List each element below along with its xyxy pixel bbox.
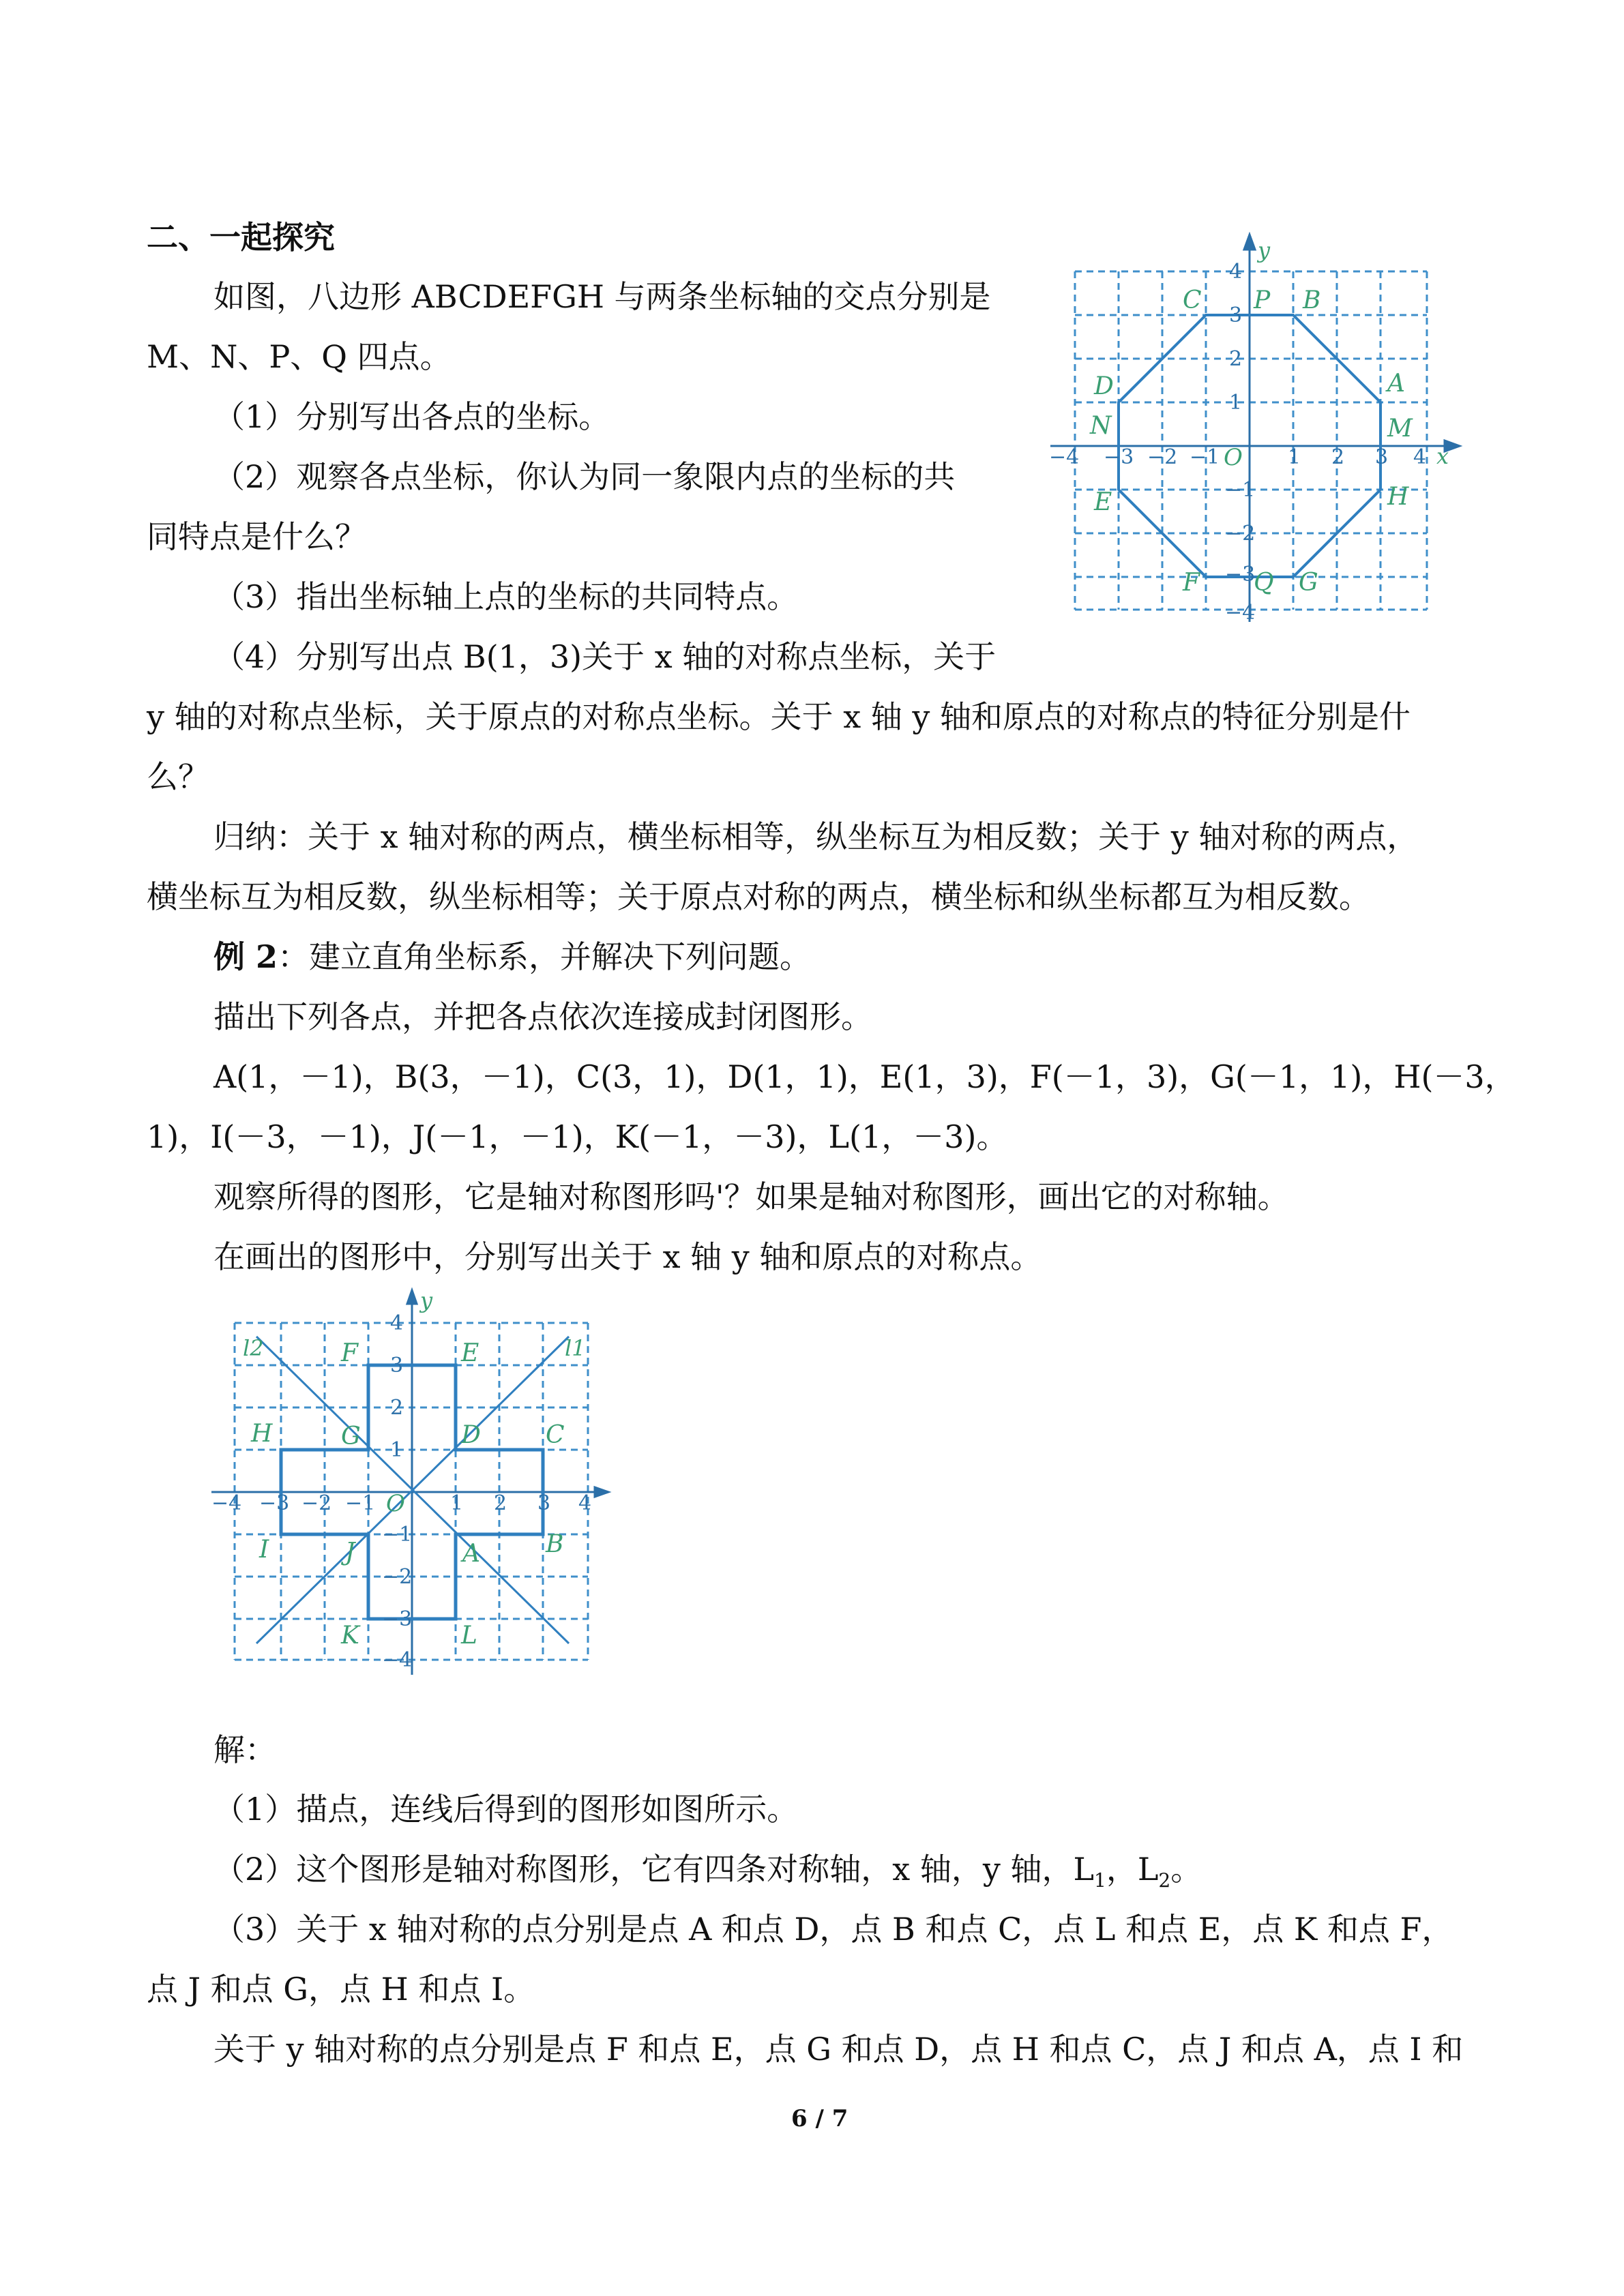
solution-2-text: （2）这个图形是轴对称图形，它有四条对称轴，x 轴，y 轴，L	[213, 1851, 1094, 1888]
octagon-point-labels	[1089, 286, 1413, 597]
label-l1: l1	[565, 1335, 586, 1361]
solution-3a: （3）关于 x 轴对称的点分别是点 A 和点 D，点 B 和点 C，点 L 和点 E，点 K 和点 F，	[213, 1911, 1453, 1948]
tick-y-neg2: −2	[1225, 522, 1256, 546]
label-M: M	[1387, 415, 1413, 443]
solution-2-end: 。	[1170, 1851, 1202, 1888]
tick2-x-neg4: −4	[211, 1491, 242, 1515]
example2-title	[213, 938, 812, 975]
tick-x-neg2: −2	[1147, 445, 1178, 469]
tick2-y-1: 1	[390, 1438, 404, 1462]
label-A: A	[1387, 370, 1405, 398]
tick2-y-2: 2	[390, 1396, 404, 1420]
label2-E: E	[461, 1339, 479, 1367]
tick-y-1: 1	[1229, 391, 1243, 415]
solution-2-sub1: 1	[1094, 1869, 1106, 1892]
label-H: H	[1387, 483, 1409, 511]
label2-F: F	[341, 1339, 358, 1367]
example2-points-line1: A(1，－1)，B(3，－1)，C(3，1)，D(1，1)，E(1，3)，F(－1，3)，G(－1，1)，H(－3，	[213, 1058, 1516, 1095]
tick-y-neg1: −1	[1225, 478, 1256, 502]
tick-x-4: 4	[1413, 445, 1427, 469]
solution-1: （1）描点，连线后得到的图形如图所示。	[213, 1791, 799, 1828]
y-axis-label: y	[1258, 237, 1271, 263]
label2-K: K	[341, 1622, 359, 1650]
label-l2: l2	[243, 1335, 264, 1361]
label-C: C	[1183, 286, 1202, 314]
cross-figure	[205, 1282, 614, 1691]
label-N: N	[1090, 412, 1112, 440]
tick-x-neg4: −4	[1049, 445, 1080, 469]
example2-label: 例 2	[213, 938, 278, 975]
tick2-x-2: 2	[494, 1491, 507, 1515]
tick-x-neg3: −3	[1104, 445, 1134, 469]
example2-points-line2: 1)，I(－3，－1)，J(－1，－1)，K(－1，－3)，L(1，－3)。	[147, 1118, 1008, 1155]
example2-title-text: ：建立直角坐标系，并解决下列问题。	[278, 938, 812, 975]
tick-x-1: 1	[1288, 445, 1301, 469]
solution-3b: 点 J 和点 G，点 H 和点 I。	[147, 1971, 535, 2008]
x-axis-label: x	[1436, 443, 1449, 469]
solution-4: 关于 y 轴对称的点分别是点 F 和点 E，点 G 和点 D，点 H 和点 C，点 J 和点 A，点 I 和	[213, 2031, 1464, 2068]
label2-G: G	[341, 1422, 361, 1450]
label2-I: I	[259, 1536, 269, 1564]
example2-observe: 观察所得的图形，它是轴对称图形吗'？如果是轴对称图形，画出它的对称轴。	[213, 1178, 1289, 1215]
label2-A: A	[462, 1540, 480, 1568]
label-B: B	[1303, 286, 1321, 314]
label2-C: C	[546, 1421, 565, 1449]
label2-L: L	[461, 1622, 477, 1650]
tick-y-neg3: −3	[1225, 563, 1256, 586]
tick-y-4: 4	[1229, 260, 1243, 284]
question-1: （1）分别写出各点的坐标。	[213, 398, 610, 435]
octagon-grid	[1075, 271, 1427, 610]
octagon-figure	[1044, 232, 1466, 627]
question-2b: 同特点是什么？	[147, 518, 366, 555]
question-2a: （2）观察各点坐标，你认为同一象限内点的坐标的共	[213, 458, 956, 495]
y-axis-2-label: y	[420, 1287, 433, 1313]
tick-x-neg1: −1	[1190, 445, 1220, 469]
question-3: （3）指出坐标轴上点的坐标的共同特点。	[213, 578, 799, 615]
intro-line1: 如图，八边形 ABCDEFGH 与两条坐标轴的交点分别是	[213, 278, 991, 315]
example2-write: 在画出的图形中，分别写出关于 x 轴 y 轴和原点的对称点。	[213, 1238, 1042, 1275]
y-axis-arrow	[1244, 235, 1255, 250]
tick2-y-3: 3	[390, 1354, 404, 1377]
origin-label: O	[1224, 444, 1243, 471]
question-4a: （4）分别写出点 B(1，3)关于 x 轴的对称点坐标，关于	[213, 638, 996, 675]
label2-D: D	[461, 1421, 481, 1449]
tick2-x-4: 4	[578, 1491, 592, 1515]
section-title: 二、一起探究	[147, 219, 335, 256]
solution-2-mid: ，L	[1106, 1851, 1159, 1888]
tick-x-2: 2	[1331, 445, 1345, 469]
tick2-y-4: 4	[390, 1311, 404, 1335]
question-4b: y 轴的对称点坐标，关于原点的对称点坐标。关于 x 轴 y 轴和原点的对称点的特征分别是什	[147, 698, 1411, 735]
tick-y-neg4: −4	[1225, 601, 1256, 625]
tick2-x-neg1: −1	[345, 1491, 376, 1515]
intro-line2: M、N、P、Q 四点。	[147, 338, 452, 375]
tick2-x-neg3: −3	[259, 1491, 290, 1515]
question-4c: 么？	[147, 758, 209, 795]
label-G: G	[1299, 569, 1318, 597]
label2-B: B	[546, 1530, 564, 1558]
label-P: P	[1254, 286, 1271, 314]
tick2-y-neg2: −2	[382, 1565, 413, 1589]
solution-2-sub2: 2	[1158, 1869, 1171, 1892]
label-Q: Q	[1254, 569, 1274, 597]
label2-H: H	[251, 1420, 273, 1448]
tick2-y-neg4: −4	[382, 1648, 413, 1672]
tick2-x-1: 1	[450, 1491, 464, 1515]
page-number: 6 / 7	[791, 2105, 848, 2132]
label-F: F	[1183, 569, 1200, 597]
x-axis-2-arrow	[595, 1487, 608, 1497]
label-E: E	[1094, 488, 1112, 516]
label-D: D	[1094, 372, 1114, 400]
label2-J: J	[345, 1538, 355, 1566]
tick2-y-neg1: −1	[382, 1523, 413, 1547]
solution-label: 解：	[213, 1731, 276, 1768]
summary-line2: 横坐标互为相反数，纵坐标相等；关于原点对称的两点，横坐标和纵坐标都互为相反数。	[147, 878, 1370, 915]
origin-2-label: O	[386, 1490, 405, 1517]
tick-x-3: 3	[1375, 445, 1389, 469]
tick2-x-neg2: −2	[301, 1491, 332, 1515]
solution-2	[213, 1853, 1202, 1890]
example2-plot: 描出下列各点，并把各点依次连接成封闭图形。	[213, 998, 872, 1035]
tick-y-2: 2	[1229, 347, 1243, 371]
tick2-y-neg3: −3	[382, 1607, 413, 1631]
y-axis-2-arrow	[407, 1290, 417, 1304]
summary-line1: 归纳：关于 x 轴对称的两点，横坐标相等，纵坐标互为相反数；关于 y 轴对称的两点，	[213, 818, 1419, 855]
tick-y-3: 3	[1229, 303, 1243, 327]
tick2-x-3: 3	[537, 1491, 551, 1515]
